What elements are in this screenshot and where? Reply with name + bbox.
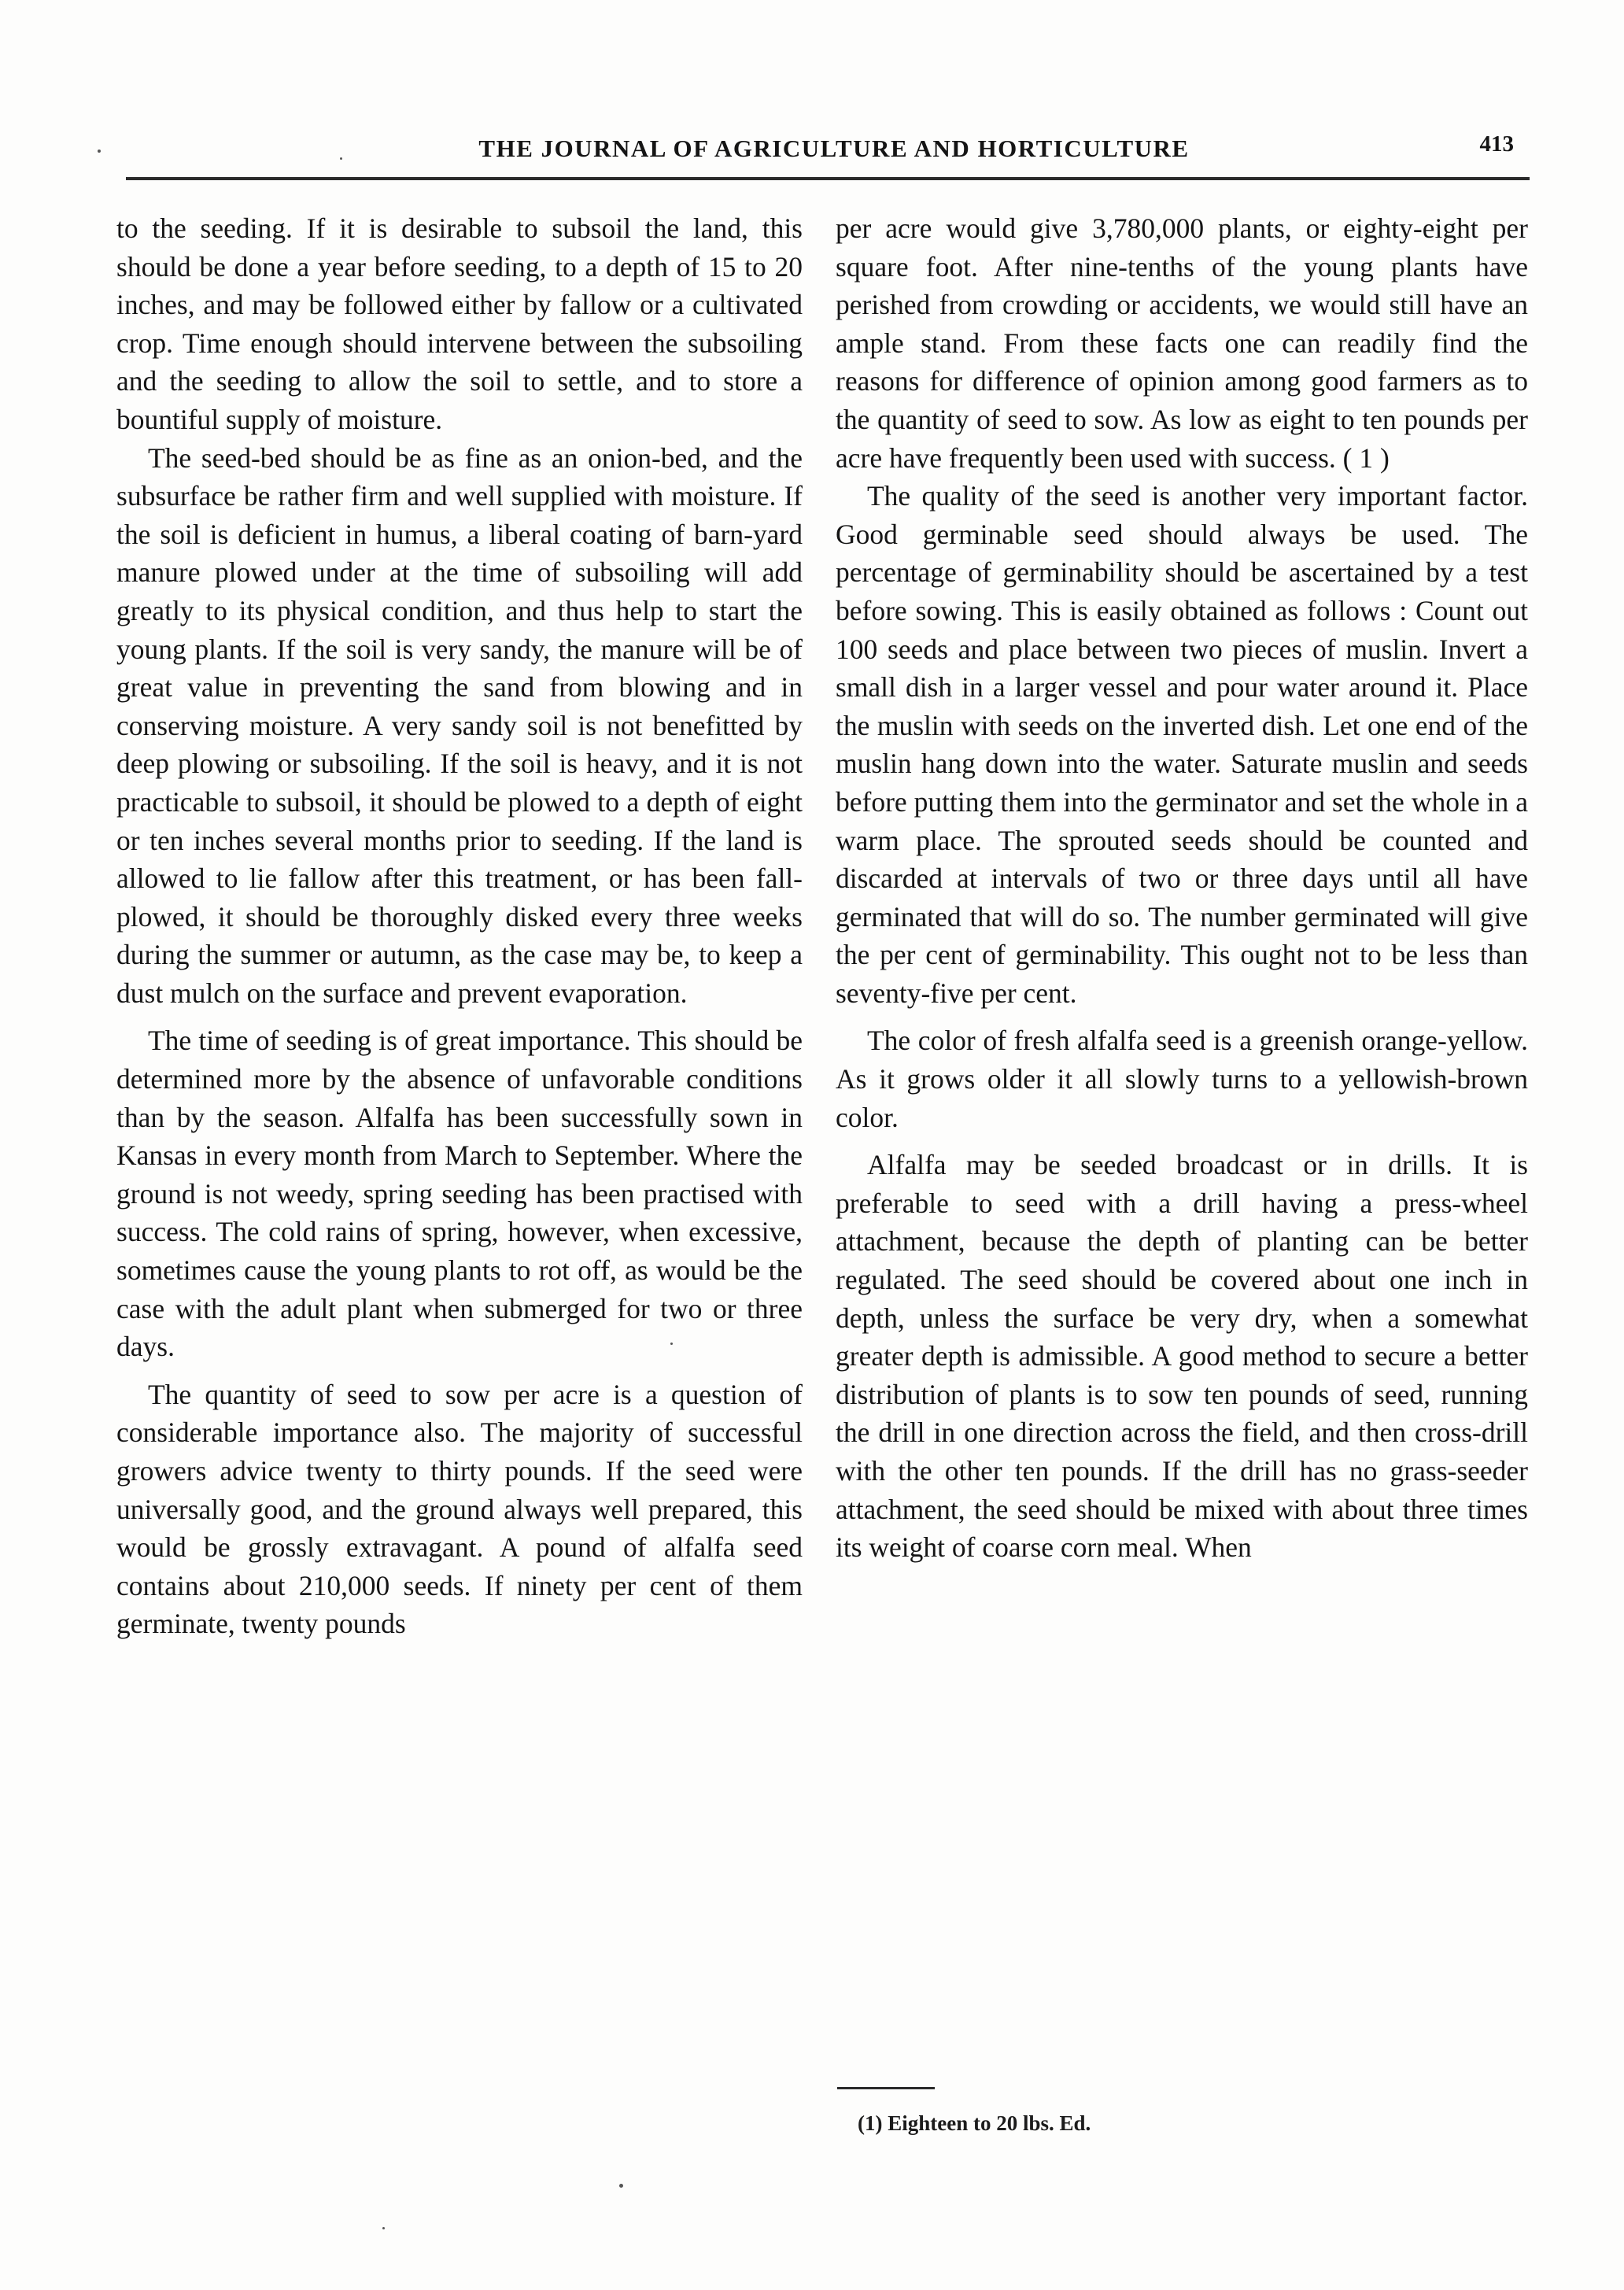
running-head (0, 130, 1624, 169)
print-speck (619, 2184, 623, 2188)
print-speck (98, 150, 101, 153)
paragraph-seed-bed: The seed-bed should be as fine as an onion-bed, and the subsurface be rather firm and well supplied with moisture. If the soil is deficient in humus, a liberal coating of barn-yard manure plowed under at the time of subsoiling will add greatly to its physical condition, and thus help to start the young plants. If the soil is very sandy, the manure will be of great value in preventing the sand from blowing and in conserving moisture. A very sandy soil is not benefitted by deep plowing or subsoiling. If the soil is heavy, and it is not practicable to subsoil, it should be plowed to a depth of eight or ten inches several months prior to seeding. If the land is allowed to lie fallow after this treatment, or has been fall-plowed, it should be thoroughly disked every three weeks during the summer or autumn, as the case may be, to keep a dust mulch on the surface and prevent evaporation. (116, 441, 803, 1009)
footnote-rule (837, 2087, 935, 2089)
paragraph-plants-per-acre: per acre would give 3,780,000 plants, or eighty-eight per square foot. After nine-tenths of the young plants have perished from crowding or accidents, we would still have an ample stand. From these facts one can readily find the reasons for difference of opinion among good farmers as to the quantity of seed to sow. As low as eight to ten pounds per acre have frequently been used with success. ( 1 ) (836, 212, 1528, 474)
page-number: 413 (1479, 131, 1514, 157)
paragraph-quantity-of-seed: The quantity of seed to sow per acre is a question of considerable importance also. The majority of successful growers advice twenty to thirty pounds. If the seed were universally good, and the ground always well prepared, this would be grossly extravagant. A pound of alfalfa seed contains about 210,000 seeds. If ninety per cent of them germinate, twenty pounds (116, 1378, 803, 1640)
print-speck (382, 2227, 385, 2229)
journal-title: THE JOURNAL OF AGRICULTURE AND HORTICULTURE (478, 135, 1190, 162)
print-speck (670, 1343, 673, 1345)
paragraph-seed-color: The color of fresh alfalfa seed is a greenish orange-yellow. As it grows older it all slowly turns to a yellowish-brown color. (836, 1025, 1528, 1133)
paragraph-subsoiling: to the seeding. If it is desirable to subsoil the land, this should be done a year before seeding, to a depth of 15 to 20 inches, and may be followed either by fallow or a cultivated crop. Time enough should intervene between the subsoiling and the seeding to allow the soil to settle, and to store a bountiful supply of moisture. (116, 212, 803, 435)
paragraph-seed-quality: The quality of the seed is another very important factor. Good germinable seed should always be used. The percentage of germinability should be ascertained by a test before sowing. This is easily obtained as follows : Count out 100 seeds and place between two pieces of muslin. Invert a small dish in a larger vessel and pour water around it. Place the muslin with seeds on the inverted dish. Let one end of the muslin hang down into the water. Saturate muslin and seeds before putting them into the germinator and set the whole in a warm place. The sprouted seeds should be counted and discarded at intervals of two or three days until all have germinated that will do so. The number germinated will give the per cent of germinability. This ought not to be less than seventy-five per cent. (836, 480, 1528, 1009)
header-rule (126, 177, 1530, 180)
right-column (836, 209, 1528, 1567)
print-speck (340, 157, 342, 160)
footnote: (1) Eighteen to 20 lbs. Ed. (858, 2111, 1091, 2135)
paragraph-time-of-seeding: The time of seeding is of great importance. This should be determined more by the absence of unfavorable conditions than by the season. Alfalfa has been successfully sown in Kansas in every month from March to September. Where the ground is not weedy, spring seeding has been practised with success. The cold rains of spring, however, when excessive, sometimes cause the young plants to rot off, as would be the case with the adult plant when submerged for two or three days. (116, 1025, 803, 1363)
paragraph-seeding-method: Alfalfa may be seeded broadcast or in drills. It is preferable to seed with a drill having a press-wheel attachment, because the depth of planting can be better regulated. The seed should be covered about one inch in depth, unless the surface be very dry, when a somewhat greater depth is admissible. A good method to secure a better distribution of plants is to sow ten pounds of seed, running the drill in one direction across the field, and then cross-drill with the other ten pounds. If the drill has no grass-seeder attachment, the seed should be mixed with about three times its weight of coarse corn meal. When (836, 1149, 1528, 1564)
left-column (116, 209, 803, 1643)
